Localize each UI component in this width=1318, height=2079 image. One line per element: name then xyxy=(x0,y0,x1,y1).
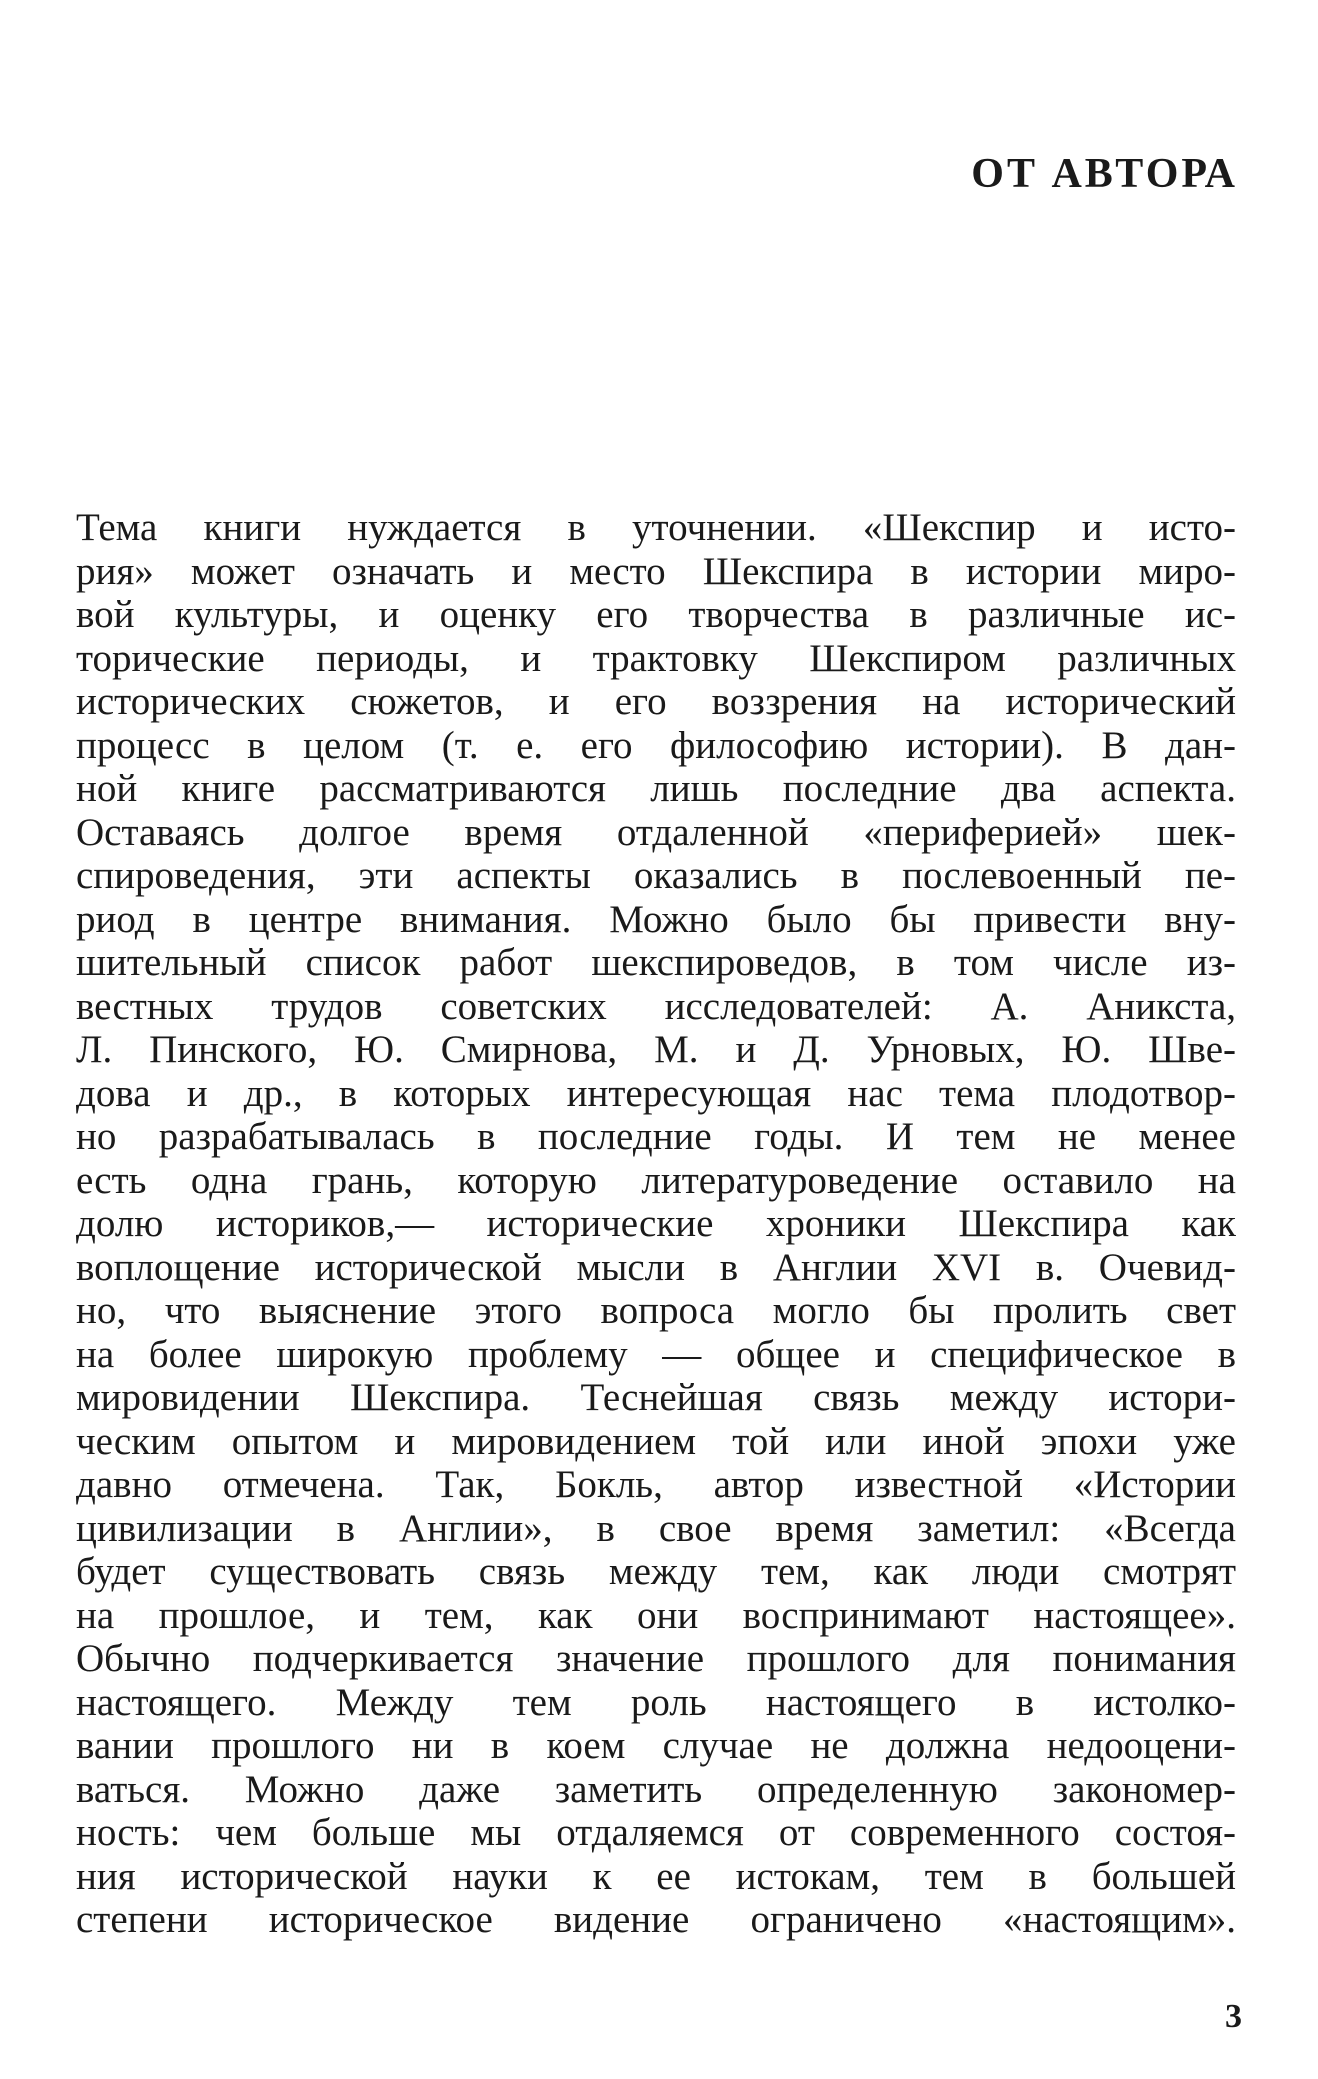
body-paragraph xyxy=(76,506,1236,1942)
text-line: ния исторической науки к ее истокам, тем в большей xyxy=(76,1854,1236,1898)
page-number: 3 xyxy=(1225,1998,1242,2035)
text-line: процесс в целом (т. е. его философию истории). В дан- xyxy=(76,723,1236,767)
text-line: риод в центре внимания. Можно было бы привести вну- xyxy=(76,897,1236,941)
text-line: Тема книги нуждается в уточнении. «Шекспир и исто- xyxy=(76,506,1236,549)
text-line: мировидении Шекспира. Теснейшая связь между истори- xyxy=(76,1376,1236,1419)
text-line: ной книге рассматриваются лишь последние два аспекта. xyxy=(76,767,1236,810)
text-line: ность: чем больше мы отдаляемся от современного состоя- xyxy=(76,1811,1236,1854)
text-line: рия» может означать и место Шекспира в истории миро- xyxy=(76,549,1236,593)
text-line: но разрабатывалась в последние годы. И тем не менее xyxy=(76,1115,1236,1158)
text-line: дова и др., в которых интересующая нас тема плодотвор- xyxy=(76,1071,1236,1115)
text-line: воплощение исторической мысли в Англии XVI в. Очевид- xyxy=(76,1245,1236,1289)
text-line: будет существовать связь между тем, как люди смотрят xyxy=(76,1550,1236,1593)
text-line: Оставаясь долгое время отдаленной «периферией» шек- xyxy=(76,810,1236,854)
text-line: есть одна грань, которую литературоведение оставило на xyxy=(76,1158,1236,1202)
text-line: но, что выяснение этого вопроса могло бы пролить свет xyxy=(76,1289,1236,1332)
text-line: Обычно подчеркивается значение прошлого для понимания xyxy=(76,1637,1236,1680)
text-line: вестных трудов советских исследователей: А. Аникста, xyxy=(76,984,1236,1028)
text-line: ваться. Можно даже заметить определенную закономер- xyxy=(76,1767,1236,1811)
text-line: вой культуры, и оценку его творчества в различные ис- xyxy=(76,593,1236,636)
text-line: на прошлое, и тем, как они воспринимают настоящее». xyxy=(76,1593,1236,1637)
text-line: настоящего. Между тем роль настоящего в истолко- xyxy=(76,1680,1236,1724)
text-line: на более широкую проблему — общее и специфическое в xyxy=(76,1332,1236,1376)
text-line: исторических сюжетов, и его воззрения на исторический xyxy=(76,680,1236,723)
text-line: давно отмечена. Так, Бокль, автор известной «Истории xyxy=(76,1463,1236,1506)
text-line: вании прошлого ни в коем случае не должна недооцени- xyxy=(76,1724,1236,1767)
text-line: долю историков,— исторические хроники Шекспира как xyxy=(76,1202,1236,1245)
text-line: Л. Пинского, Ю. Смирнова, М. и Д. Урновых, Ю. Шве- xyxy=(76,1028,1236,1071)
text-line: степени историческое видение ограничено «настоящим». xyxy=(76,1898,1236,1941)
text-line: цивилизации в Англии», в свое время заметил: «Всегда xyxy=(76,1506,1236,1550)
text-line: торические периоды, и трактовку Шекспиром различных xyxy=(76,636,1236,680)
text-line: спироведения, эти аспекты оказались в послевоенный пе- xyxy=(76,854,1236,897)
page-title: ОТ АВТОРА xyxy=(971,151,1238,197)
text-line: ческим опытом и мировидением той или иной эпохи уже xyxy=(76,1419,1236,1463)
text-line: шительный список работ шекспироведов, в том числе из- xyxy=(76,941,1236,984)
